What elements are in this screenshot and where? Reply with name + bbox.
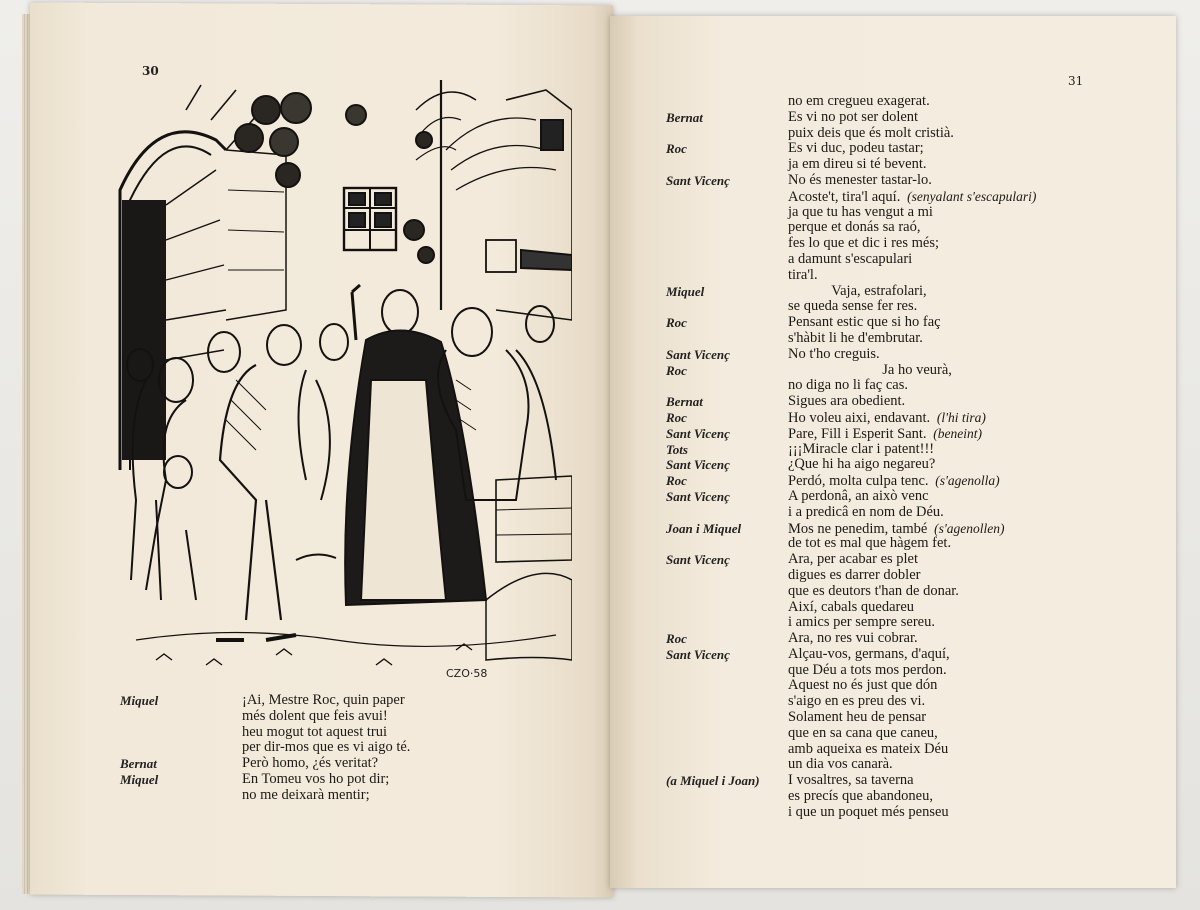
verse-text: que Déu a tots mos perdon. xyxy=(788,661,947,678)
script-line xyxy=(666,631,1106,647)
script-line xyxy=(666,442,1106,458)
script-line xyxy=(666,173,1106,189)
verse-text: ja em direu si té bevent. xyxy=(788,156,927,173)
verse-text: Ara, per acabar es plet xyxy=(788,551,919,568)
speaker-name: Roc xyxy=(666,315,687,331)
script-line xyxy=(666,189,1106,205)
verse-text: Pare, Fill i Esperit Sant. (beneint) xyxy=(788,425,983,442)
verse-text: No és menester tastar-lo. xyxy=(788,171,932,188)
stage-direction: (l'hi tira) xyxy=(930,409,986,425)
verse-text: Mos ne penedim, també (s'agenollen) xyxy=(788,520,1005,537)
script-line xyxy=(666,615,1106,631)
stage-direction: (senyalant s'escapulari) xyxy=(900,188,1037,204)
verse-text: ja que tu has vengut a mi xyxy=(788,203,933,220)
script-line xyxy=(666,473,1106,489)
speaker-name: Roc xyxy=(666,409,687,425)
stage-direction: (beneint) xyxy=(926,425,983,441)
speaker-name: Sant Vicenç xyxy=(666,425,730,441)
stage-direction: (s'agenolla) xyxy=(928,473,1000,489)
verse-text: A perdonâ, an això venc xyxy=(788,487,929,504)
speaker-name: Bernat xyxy=(666,109,703,125)
verse-text: Ho voleu aixi, endavant. (l'hi tira) xyxy=(788,409,986,426)
verse-text: es precís que abandoneu, xyxy=(788,788,933,805)
speaker-name: Roc xyxy=(666,362,687,378)
verse-text: més dolent que feis avui! xyxy=(242,707,388,724)
script-line xyxy=(666,157,1106,173)
right-page-number: 31 xyxy=(1068,74,1084,88)
speaker-name: Miquel xyxy=(120,693,159,708)
script-line xyxy=(666,805,1106,821)
stage-direction: (s'agenollen) xyxy=(927,520,1005,536)
verse-text: digues es darrer dobler xyxy=(788,566,921,583)
speaker-name: Tots xyxy=(666,441,688,457)
script-line xyxy=(120,788,480,804)
script-line xyxy=(666,600,1106,616)
speaker-name: Sant Vicenç xyxy=(666,346,730,362)
verse-text: I vosaltres, sa taverna xyxy=(788,772,914,789)
verse-text: ¡Ai, Mestre Roc, quin paper xyxy=(242,692,405,708)
script-line xyxy=(666,94,1106,110)
script-line xyxy=(666,141,1106,157)
speaker-name: (a Miquel i Joan) xyxy=(666,773,760,789)
verse-text: Així, cabals quedareu xyxy=(788,598,915,615)
script-line xyxy=(666,299,1106,315)
script-line xyxy=(666,331,1106,347)
speaker-name: Roc xyxy=(666,473,687,489)
script-line xyxy=(666,647,1106,663)
script-line xyxy=(666,252,1106,268)
script-line xyxy=(666,584,1106,600)
script-line xyxy=(666,726,1106,742)
illustration-signature: CZO·58 xyxy=(446,667,488,680)
script-line xyxy=(666,663,1106,679)
verse-text: no me deixarà mentir; xyxy=(242,786,370,803)
script-line xyxy=(666,268,1106,284)
script-line xyxy=(666,773,1106,789)
script-line xyxy=(120,756,480,772)
verse-text: No t'ho creguis. xyxy=(788,345,880,362)
script-line xyxy=(666,742,1106,758)
script-line xyxy=(666,110,1106,126)
script-line xyxy=(666,378,1106,394)
verse-text: puix deis que és molt cristià. xyxy=(788,124,954,141)
verse-text: Pensant estic que si ho faç xyxy=(788,314,941,331)
speaker-name: Miquel xyxy=(120,771,159,787)
speaker-name: Sant Vicenç xyxy=(666,457,730,473)
script-line xyxy=(666,347,1106,363)
left-script xyxy=(120,693,480,804)
verse-text: que es deutors t'han de donar. xyxy=(788,582,959,599)
speaker-name: Roc xyxy=(666,631,687,647)
verse-text: Es vi duc, podeu tastar; xyxy=(788,140,924,157)
verse-text: Alçau-vos, germans, d'aquí, xyxy=(788,645,950,662)
verse-text: tira'l. xyxy=(788,266,818,283)
script-line xyxy=(666,205,1106,221)
verse-text: ¿Que hi ha aigo negareu? xyxy=(788,456,936,473)
speaker-name: Roc xyxy=(666,141,687,157)
verse-text: i que un poquet més penseu xyxy=(788,803,949,820)
script-line xyxy=(666,789,1106,805)
script-line xyxy=(666,284,1106,300)
speaker-name: Sant Vicenç xyxy=(666,172,730,188)
verse-text: amb aqueixa es mateix Déu xyxy=(788,740,949,757)
verse-text: Solament heu de pensar xyxy=(788,709,927,726)
verse-text: s'hàbit li he d'embrutar. xyxy=(788,329,923,346)
verse-text: Acoste't, tira'l aquí. (senyalant s'escapulari) xyxy=(788,188,1037,205)
speaker-name: Miquel xyxy=(666,283,705,299)
verse-text: per dir-mos que es vi aigo té. xyxy=(242,739,411,756)
script-line xyxy=(666,552,1106,568)
script-line xyxy=(666,710,1106,726)
verse-text: no em cregueu exagerat. xyxy=(788,93,930,109)
verse-text: Sigues ara obedient. xyxy=(788,393,906,410)
script-line xyxy=(666,410,1106,426)
speaker-name: Bernat xyxy=(666,394,703,410)
script-line xyxy=(120,693,480,709)
verse-text: se queda sense fer res. xyxy=(788,298,918,315)
verse-text: ¡¡¡Miracle clar i patent!!! xyxy=(788,440,935,457)
script-line xyxy=(120,740,480,756)
verse-text: Aquest no és just que dón xyxy=(788,677,938,694)
speaker-name: Bernat xyxy=(120,756,157,772)
verse-text: i a predicâ en nom de Déu. xyxy=(788,503,944,520)
verse-text: Ja ho veurà, xyxy=(788,361,952,378)
verse-text: a damunt s'escapulari xyxy=(788,250,913,267)
ink-illustration xyxy=(116,80,572,680)
script-line xyxy=(666,757,1106,773)
verse-text: un dia vos canarà. xyxy=(788,756,893,773)
script-line xyxy=(666,489,1106,505)
verse-text: s'aigo en es preu des vi. xyxy=(788,693,926,710)
script-line xyxy=(666,521,1106,537)
script-line xyxy=(666,457,1106,473)
script-line xyxy=(666,220,1106,236)
verse-text: heu mogut tot aquest trui xyxy=(242,723,387,740)
script-line xyxy=(666,536,1106,552)
script-line xyxy=(666,426,1106,442)
verse-text: Ara, no res vui cobrar. xyxy=(788,630,918,647)
script-line xyxy=(666,363,1106,379)
verse-text: Vaja, estrafolari, xyxy=(788,282,927,299)
script-line xyxy=(666,236,1106,252)
script-line xyxy=(120,772,480,788)
left-page-number: 30 xyxy=(142,64,159,78)
verse-text: Perdó, molta culpa tenc. (s'agenolla) xyxy=(788,473,1000,490)
verse-text: Es vi no pot ser dolent xyxy=(788,108,919,125)
right-script xyxy=(666,94,1106,821)
script-line xyxy=(666,678,1106,694)
speaker-name: Sant Vicenç xyxy=(666,552,730,568)
script-line xyxy=(666,505,1106,521)
verse-text: no diga no li faç cas. xyxy=(788,377,908,394)
script-line xyxy=(666,694,1106,710)
verse-text: Però homo, ¿és veritat? xyxy=(242,755,379,772)
speaker-name: Sant Vicenç xyxy=(666,646,730,662)
script-line xyxy=(120,725,480,741)
script-line xyxy=(666,568,1106,584)
speaker-name: Joan i Miquel xyxy=(666,520,742,536)
verse-text: En Tomeu vos ho pot dir; xyxy=(242,770,390,787)
verse-text: fes lo que et dic i res més; xyxy=(788,235,939,252)
speaker-name: Sant Vicenç xyxy=(666,488,730,504)
verse-text: perque et donás sa raó, xyxy=(788,219,921,236)
script-line xyxy=(666,126,1106,142)
verse-text: i amics per sempre sereu. xyxy=(788,614,935,631)
script-line xyxy=(666,315,1106,331)
verse-text: de tot es mal que hàgem fet. xyxy=(788,535,952,552)
verse-text: que en sa cana que caneu, xyxy=(788,724,938,741)
script-line xyxy=(666,394,1106,410)
script-line xyxy=(120,709,480,725)
